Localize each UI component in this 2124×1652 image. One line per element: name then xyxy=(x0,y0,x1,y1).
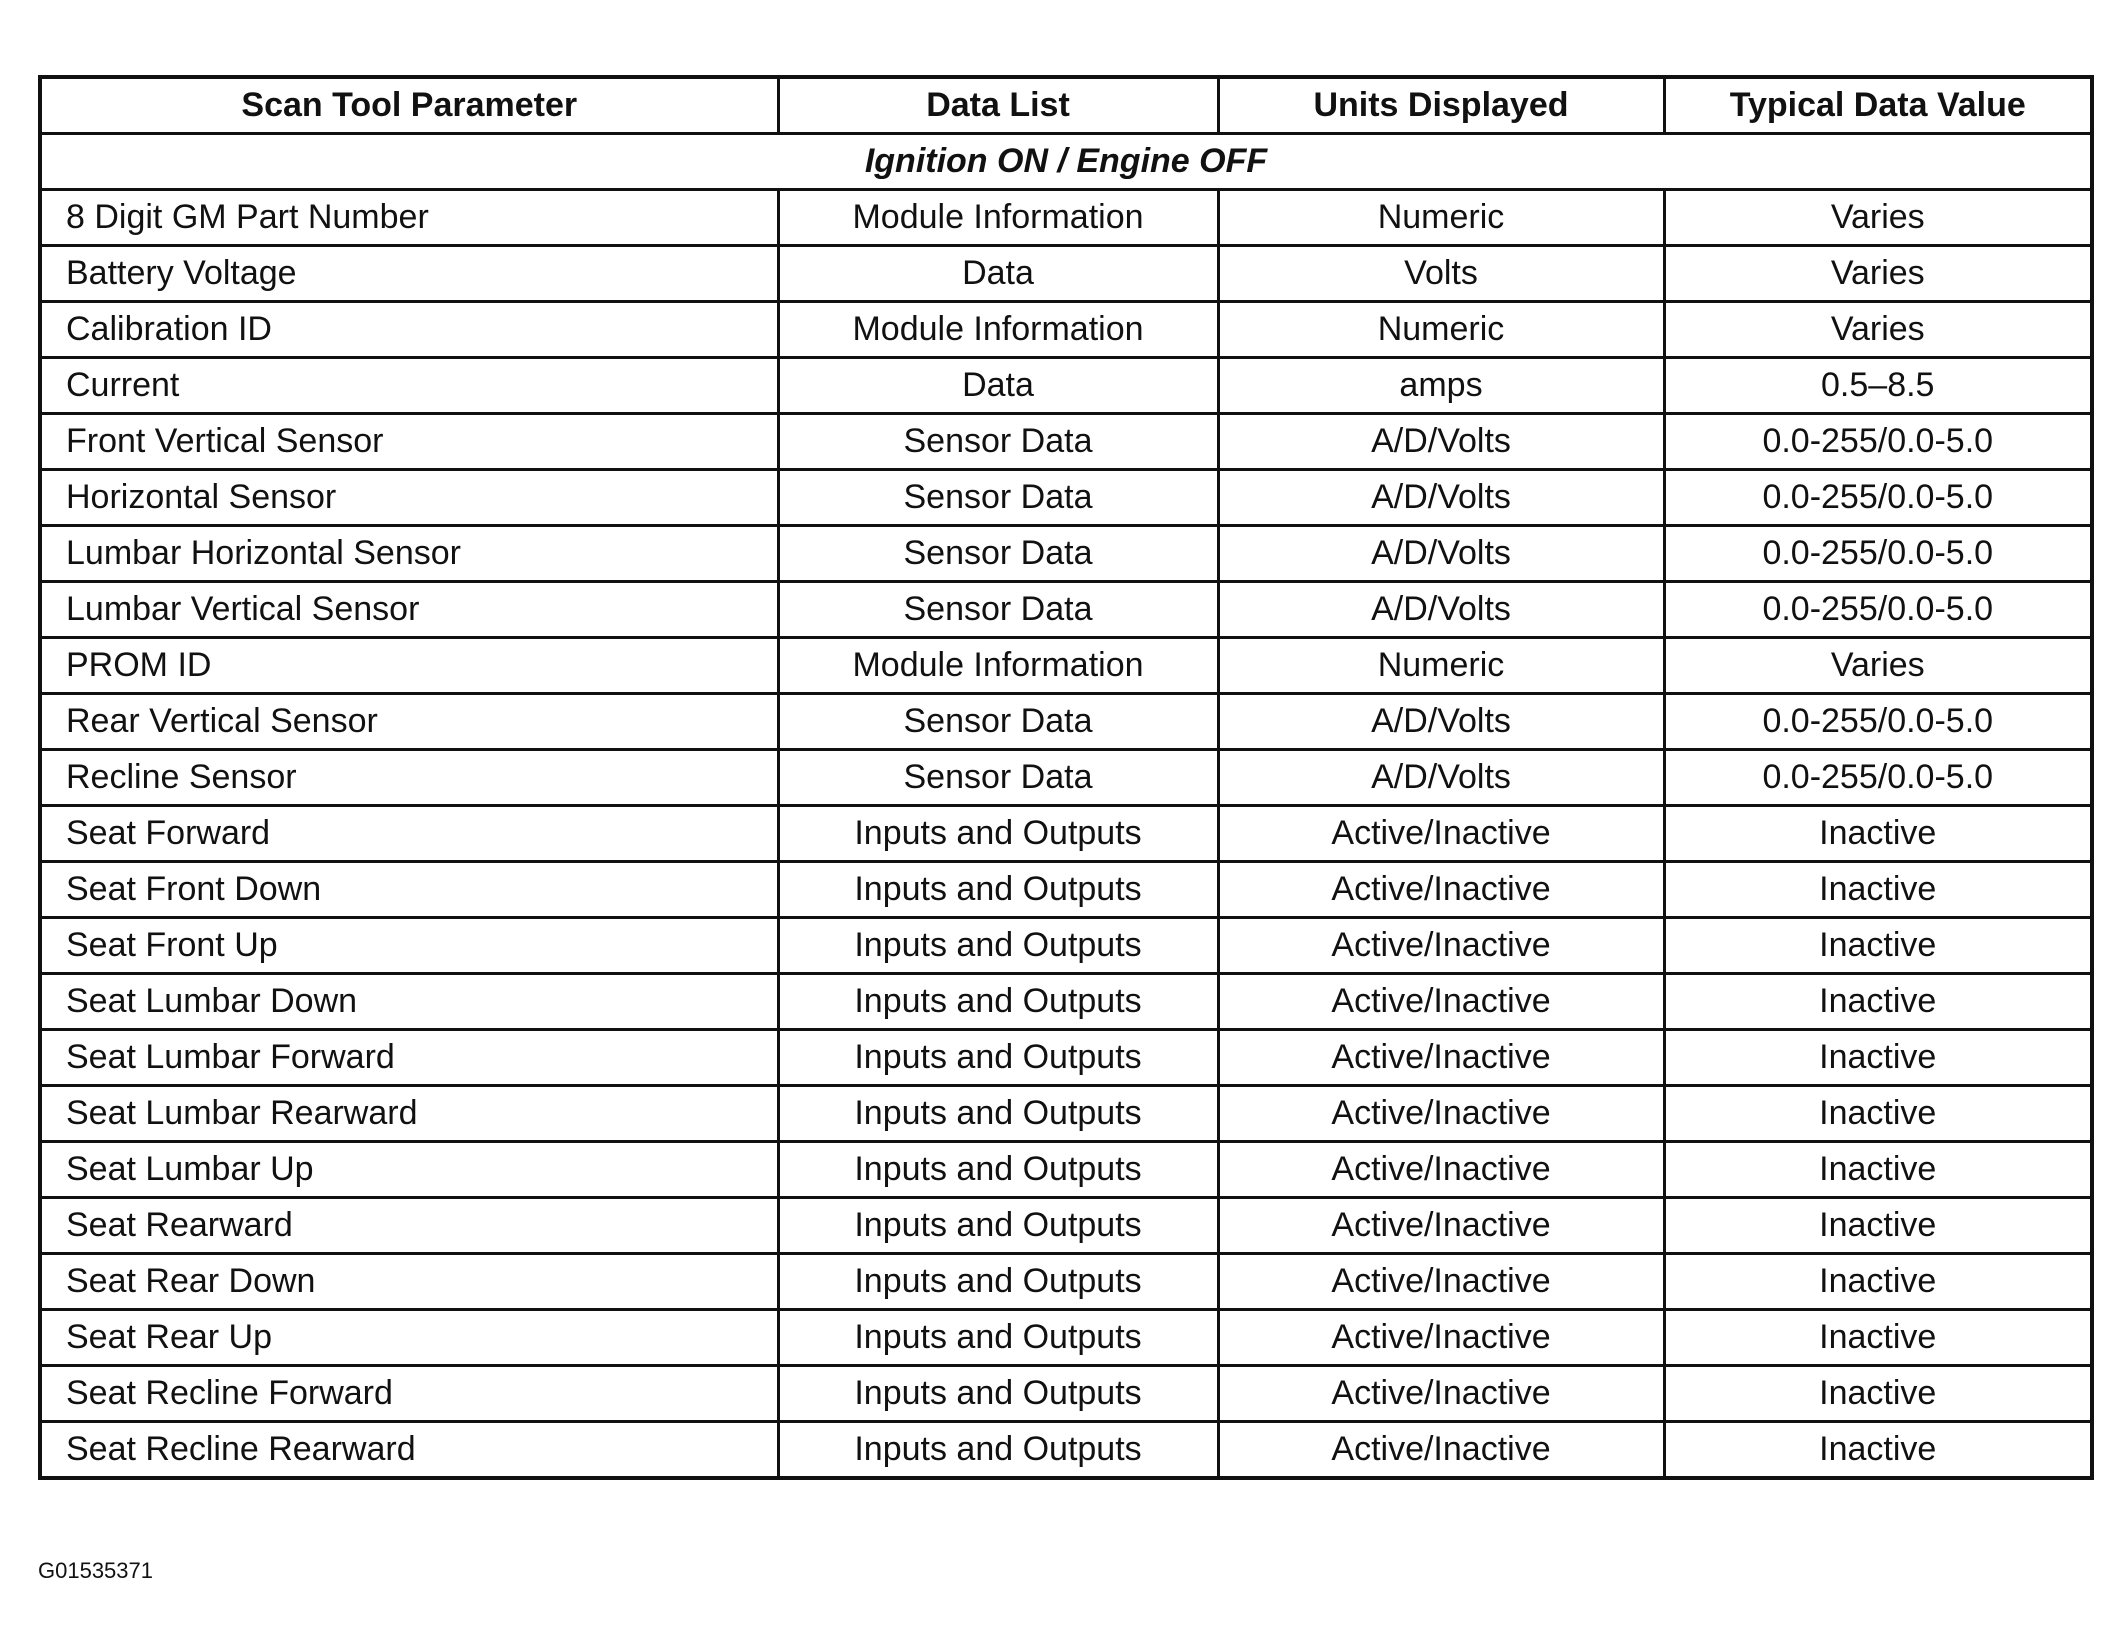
table-row xyxy=(40,190,2092,246)
cell-typical-value: 0.0-255/0.0-5.0 xyxy=(1664,750,2092,806)
cell-units: Active/Inactive xyxy=(1218,918,1664,974)
cell-data-list: Inputs and Outputs xyxy=(778,1198,1218,1254)
table-row xyxy=(40,414,2092,470)
cell-typical-value: Inactive xyxy=(1664,1310,2092,1366)
cell-data-list: Sensor Data xyxy=(778,470,1218,526)
cell-typical-value: Inactive xyxy=(1664,1198,2092,1254)
header-data-list: Data List xyxy=(778,77,1218,134)
document-sheet xyxy=(38,75,2090,1480)
cell-parameter: Calibration ID xyxy=(40,302,778,358)
figure-id: G01535371 xyxy=(38,1558,153,1583)
cell-typical-value: 0.0-255/0.0-5.0 xyxy=(1664,414,2092,470)
cell-typical-value: Inactive xyxy=(1664,974,2092,1030)
cell-parameter: Seat Front Down xyxy=(40,862,778,918)
cell-data-list: Sensor Data xyxy=(778,694,1218,750)
cell-typical-value: Inactive xyxy=(1664,1254,2092,1310)
cell-units: Active/Inactive xyxy=(1218,1254,1664,1310)
cell-data-list: Data xyxy=(778,246,1218,302)
cell-units: Active/Inactive xyxy=(1218,806,1664,862)
cell-data-list: Inputs and Outputs xyxy=(778,974,1218,1030)
cell-data-list: Data xyxy=(778,358,1218,414)
cell-data-list: Module Information xyxy=(778,638,1218,694)
cell-typical-value: Inactive xyxy=(1664,1422,2092,1479)
cell-units: A/D/Volts xyxy=(1218,582,1664,638)
table-row xyxy=(40,246,2092,302)
cell-typical-value: 0.0-255/0.0-5.0 xyxy=(1664,694,2092,750)
cell-units: Active/Inactive xyxy=(1218,1310,1664,1366)
cell-parameter: Lumbar Horizontal Sensor xyxy=(40,526,778,582)
table-row xyxy=(40,1310,2092,1366)
cell-units: A/D/Volts xyxy=(1218,694,1664,750)
cell-parameter: Seat Forward xyxy=(40,806,778,862)
cell-units: Numeric xyxy=(1218,190,1664,246)
cell-data-list: Inputs and Outputs xyxy=(778,862,1218,918)
cell-data-list: Sensor Data xyxy=(778,750,1218,806)
cell-units: Active/Inactive xyxy=(1218,1422,1664,1479)
cell-typical-value: 0.0-255/0.0-5.0 xyxy=(1664,470,2092,526)
cell-units: Volts xyxy=(1218,246,1664,302)
cell-parameter: Current xyxy=(40,358,778,414)
cell-parameter: Seat Rear Down xyxy=(40,1254,778,1310)
cell-parameter: Seat Recline Forward xyxy=(40,1366,778,1422)
cell-data-list: Module Information xyxy=(778,302,1218,358)
cell-units: A/D/Volts xyxy=(1218,470,1664,526)
table-row xyxy=(40,638,2092,694)
cell-data-list: Inputs and Outputs xyxy=(778,1030,1218,1086)
cell-parameter: Seat Rear Up xyxy=(40,1310,778,1366)
table-row xyxy=(40,358,2092,414)
cell-data-list: Inputs and Outputs xyxy=(778,918,1218,974)
cell-units: Active/Inactive xyxy=(1218,1030,1664,1086)
table-row xyxy=(40,918,2092,974)
cell-data-list: Sensor Data xyxy=(778,582,1218,638)
header-row xyxy=(40,77,2092,134)
cell-units: A/D/Volts xyxy=(1218,414,1664,470)
cell-parameter: 8 Digit GM Part Number xyxy=(40,190,778,246)
cell-parameter: Rear Vertical Sensor xyxy=(40,694,778,750)
cell-units: Active/Inactive xyxy=(1218,862,1664,918)
cell-data-list: Inputs and Outputs xyxy=(778,1254,1218,1310)
cell-data-list: Sensor Data xyxy=(778,414,1218,470)
cell-typical-value: Inactive xyxy=(1664,862,2092,918)
header-typical-data-value: Typical Data Value xyxy=(1664,77,2092,134)
cell-units: Active/Inactive xyxy=(1218,1142,1664,1198)
cell-data-list: Inputs and Outputs xyxy=(778,1142,1218,1198)
cell-parameter: Recline Sensor xyxy=(40,750,778,806)
table-row xyxy=(40,974,2092,1030)
cell-parameter: Seat Rearward xyxy=(40,1198,778,1254)
cell-typical-value: Varies xyxy=(1664,302,2092,358)
cell-units: Numeric xyxy=(1218,302,1664,358)
cell-typical-value: 0.0-255/0.0-5.0 xyxy=(1664,582,2092,638)
cell-typical-value: 0.0-255/0.0-5.0 xyxy=(1664,526,2092,582)
table-row xyxy=(40,694,2092,750)
cell-units: amps xyxy=(1218,358,1664,414)
header-units-displayed: Units Displayed xyxy=(1218,77,1664,134)
table-row xyxy=(40,302,2092,358)
cell-data-list: Inputs and Outputs xyxy=(778,1086,1218,1142)
section-label: Ignition ON / Engine OFF xyxy=(40,134,2092,190)
cell-data-list: Module Information xyxy=(778,190,1218,246)
cell-parameter: Front Vertical Sensor xyxy=(40,414,778,470)
cell-parameter: Seat Lumbar Forward xyxy=(40,1030,778,1086)
cell-parameter: Lumbar Vertical Sensor xyxy=(40,582,778,638)
cell-typical-value: Varies xyxy=(1664,246,2092,302)
table-row xyxy=(40,1030,2092,1086)
cell-units: Active/Inactive xyxy=(1218,1086,1664,1142)
table-row xyxy=(40,1142,2092,1198)
cell-data-list: Inputs and Outputs xyxy=(778,1422,1218,1479)
table-row xyxy=(40,470,2092,526)
cell-units: A/D/Volts xyxy=(1218,750,1664,806)
cell-units: Numeric xyxy=(1218,638,1664,694)
cell-data-list: Inputs and Outputs xyxy=(778,1310,1218,1366)
scan-tool-data-table xyxy=(38,75,2094,1480)
table-row xyxy=(40,1366,2092,1422)
cell-parameter: Battery Voltage xyxy=(40,246,778,302)
cell-parameter: Seat Lumbar Rearward xyxy=(40,1086,778,1142)
cell-typical-value: Inactive xyxy=(1664,1030,2092,1086)
cell-data-list: Inputs and Outputs xyxy=(778,1366,1218,1422)
table-row xyxy=(40,582,2092,638)
cell-data-list: Inputs and Outputs xyxy=(778,806,1218,862)
cell-parameter: Seat Recline Rearward xyxy=(40,1422,778,1479)
table-row xyxy=(40,1086,2092,1142)
cell-units: Active/Inactive xyxy=(1218,1198,1664,1254)
cell-typical-value: Inactive xyxy=(1664,1086,2092,1142)
cell-typical-value: 0.5–8.5 xyxy=(1664,358,2092,414)
header-scan-tool-parameter: Scan Tool Parameter xyxy=(40,77,778,134)
table-header xyxy=(40,77,2092,134)
table-row xyxy=(40,1198,2092,1254)
table-body xyxy=(40,134,2092,1479)
table-row xyxy=(40,526,2092,582)
cell-parameter: Seat Lumbar Down xyxy=(40,974,778,1030)
cell-parameter: PROM ID xyxy=(40,638,778,694)
cell-parameter: Horizontal Sensor xyxy=(40,470,778,526)
cell-units: A/D/Volts xyxy=(1218,526,1664,582)
cell-typical-value: Inactive xyxy=(1664,806,2092,862)
cell-typical-value: Inactive xyxy=(1664,918,2092,974)
cell-units: Active/Inactive xyxy=(1218,974,1664,1030)
cell-typical-value: Varies xyxy=(1664,190,2092,246)
cell-parameter: Seat Front Up xyxy=(40,918,778,974)
cell-units: Active/Inactive xyxy=(1218,1366,1664,1422)
cell-parameter: Seat Lumbar Up xyxy=(40,1142,778,1198)
section-row xyxy=(40,134,2092,190)
table-row xyxy=(40,1422,2092,1479)
cell-typical-value: Inactive xyxy=(1664,1366,2092,1422)
table-row xyxy=(40,750,2092,806)
table-row xyxy=(40,806,2092,862)
table-row xyxy=(40,862,2092,918)
cell-typical-value: Varies xyxy=(1664,638,2092,694)
table-row xyxy=(40,1254,2092,1310)
cell-typical-value: Inactive xyxy=(1664,1142,2092,1198)
cell-data-list: Sensor Data xyxy=(778,526,1218,582)
